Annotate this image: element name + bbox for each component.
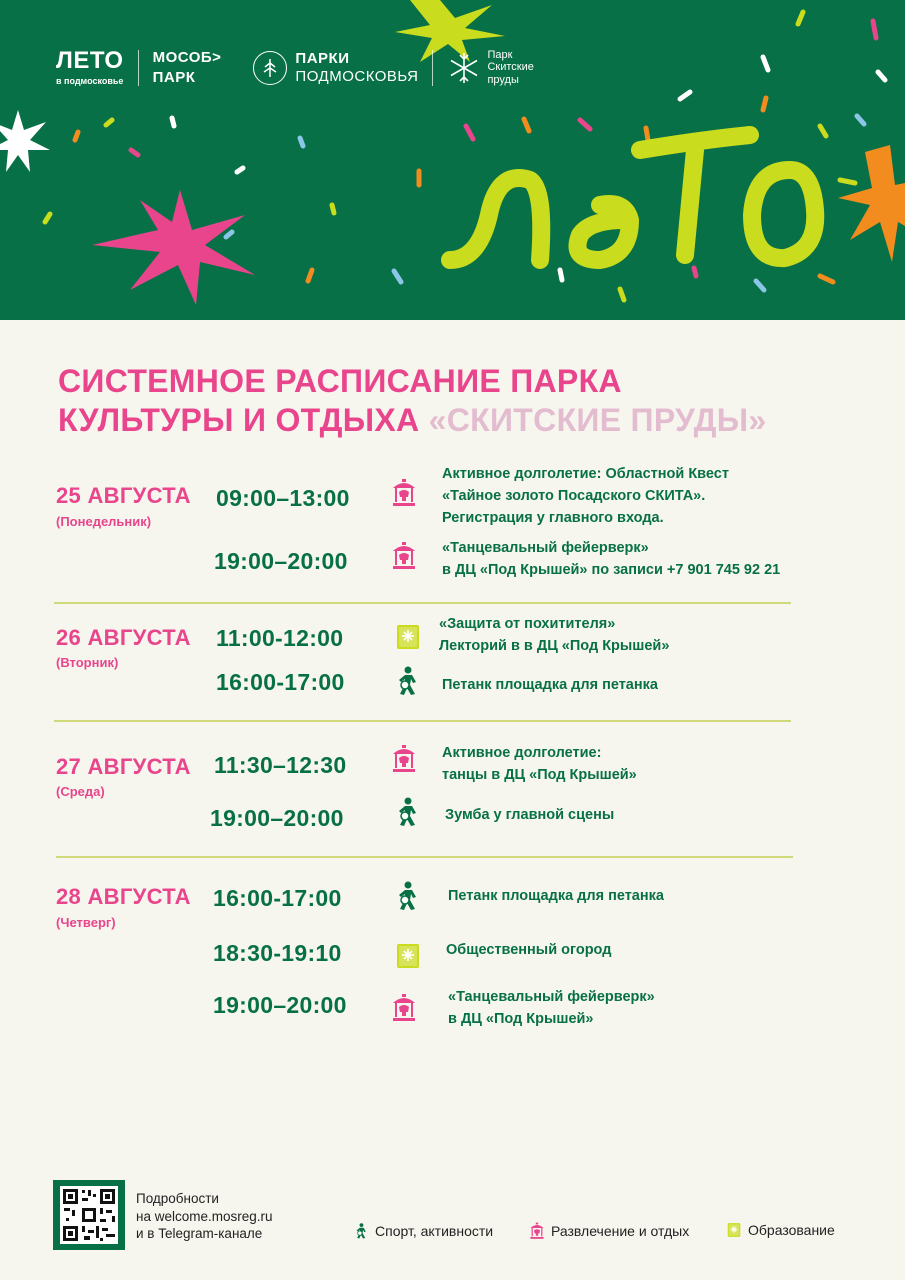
event-line: «Танцевальный фейерверк»: [442, 540, 649, 556]
footer-line: на welcome.mosreg.ru: [136, 1208, 273, 1224]
footer-line: и в Telegram-канале: [136, 1226, 263, 1242]
event-description: [442, 743, 637, 787]
day-weekday: (Вторник): [56, 655, 119, 670]
day-weekday: (Понедельник): [56, 514, 152, 529]
event-time: 16:00-17:00: [216, 669, 345, 695]
event-time: 18:30-19:10: [213, 940, 342, 966]
title-line1: СИСТЕМНОЕ РАСПИСАНИЕ ПАРКА: [58, 363, 622, 399]
event-time: 19:00–20:00: [214, 548, 348, 574]
event-line: «Тайное золото Посадского СКИТА».: [442, 487, 706, 504]
qr-code[interactable]: [53, 1180, 125, 1250]
runner-icon: [396, 797, 422, 827]
legend-sport: [355, 1222, 493, 1240]
leaf-icon: [253, 51, 287, 85]
hero-leto-lettering: [440, 110, 840, 295]
runner-icon: [396, 666, 422, 696]
runner-icon: [396, 881, 422, 911]
logo-divider: [138, 50, 139, 86]
legend-fun-label: Развлечение и отдых: [551, 1223, 690, 1239]
footer-line: Подробности: [136, 1191, 219, 1206]
event-line: «Танцевальный фейерверк»: [448, 989, 655, 1005]
skit-line3: пруды: [487, 73, 519, 86]
event-line: Петанк площадка для петанка: [442, 677, 658, 693]
carousel-icon: [391, 478, 417, 508]
day-divider: [56, 856, 793, 858]
event-time: 19:00–20:00: [213, 992, 347, 1018]
event-time: 11:30–12:30: [214, 752, 347, 778]
legend-edu-label: Образование: [748, 1222, 835, 1238]
partner-logos: [56, 48, 534, 87]
leto-logo-subtext: в подмосковье: [56, 76, 124, 86]
carousel-icon: [391, 993, 417, 1023]
mosobpark-line2: ПАРК: [152, 68, 196, 86]
page-title: [58, 362, 766, 441]
day-date: 25 АВГУСТА: [56, 483, 191, 508]
day-divider: [54, 720, 791, 722]
event-line: Активное долголетие: Областной Квест: [442, 466, 729, 482]
legend-fun: [529, 1222, 689, 1240]
mosobpark-line1: МОСОБ>: [152, 49, 222, 66]
header-banner: [0, 0, 905, 320]
event-time: 09:00–13:00: [216, 485, 350, 511]
event-description: [445, 805, 614, 827]
runner-icon: [355, 1222, 369, 1240]
event-description: [446, 940, 611, 962]
event-line: Зумба у главной сцены: [445, 807, 615, 823]
day-date: 26 АВГУСТА: [56, 625, 191, 650]
title-park-name: «СКИТСКИЕ ПРУДЫ»: [428, 402, 767, 439]
day-weekday: (Среда): [56, 784, 105, 799]
snowflake-icon: [447, 51, 481, 85]
event-time: 19:00–20:00: [210, 805, 344, 831]
skit-line2: Скитские: [487, 61, 534, 74]
event-line: в ДЦ «Под Крышей»: [448, 1010, 594, 1027]
day-date: 28 АВГУСТА: [56, 884, 191, 909]
leto-logo: [56, 49, 124, 86]
event-description: [448, 886, 664, 908]
book-icon: [726, 1222, 742, 1238]
parki-line2: ПОДМОСКОВЬЯ: [295, 67, 419, 85]
book-icon: [395, 621, 421, 651]
event-line: Общественный огород: [446, 942, 612, 958]
event-line: «Защита от похитителя»: [439, 616, 616, 632]
event-time: 16:00-17:00: [213, 885, 342, 911]
book-icon: [395, 940, 421, 970]
event-line: в ДЦ «Под Крышей» по записи +7 901 745 92 21: [442, 561, 781, 578]
parki-logo: [253, 50, 418, 86]
skitskie-prudy-logo: [447, 49, 533, 85]
carousel-icon: [529, 1222, 545, 1240]
day-weekday: (Четверг): [56, 915, 116, 930]
event-description: [448, 987, 655, 1031]
legend-edu: [726, 1222, 835, 1238]
event-line: Лекторий в в ДЦ «Под Крышей»: [439, 637, 670, 654]
event-description: [442, 538, 780, 582]
carousel-icon: [391, 541, 417, 571]
event-line: Активное долголетие:: [442, 745, 602, 761]
carousel-icon: [391, 744, 417, 774]
event-line: танцы в ДЦ «Под Крышей»: [442, 766, 637, 783]
day-date: 27 АВГУСТА: [56, 754, 191, 779]
mosobpark-logo: [153, 48, 222, 87]
event-description: [442, 464, 729, 529]
event-line: Регистрация у главного входа.: [442, 509, 664, 526]
day-divider: [54, 602, 791, 604]
leto-logo-text: ЛЕТО: [56, 47, 124, 74]
legend-sport-label: Спорт, активности: [375, 1223, 494, 1239]
event-description: [442, 675, 658, 697]
skit-line1: Парк: [487, 49, 513, 62]
event-line: Петанк площадка для петанка: [448, 888, 664, 904]
parki-line1: ПАРКИ: [295, 49, 350, 67]
event-description: [439, 614, 669, 658]
event-time: 11:00-12:00: [216, 625, 344, 651]
title-line2: КУЛЬТУРЫ И ОТДЫХА: [58, 402, 420, 439]
footer-info: [136, 1190, 273, 1243]
logo-divider: [432, 50, 433, 86]
